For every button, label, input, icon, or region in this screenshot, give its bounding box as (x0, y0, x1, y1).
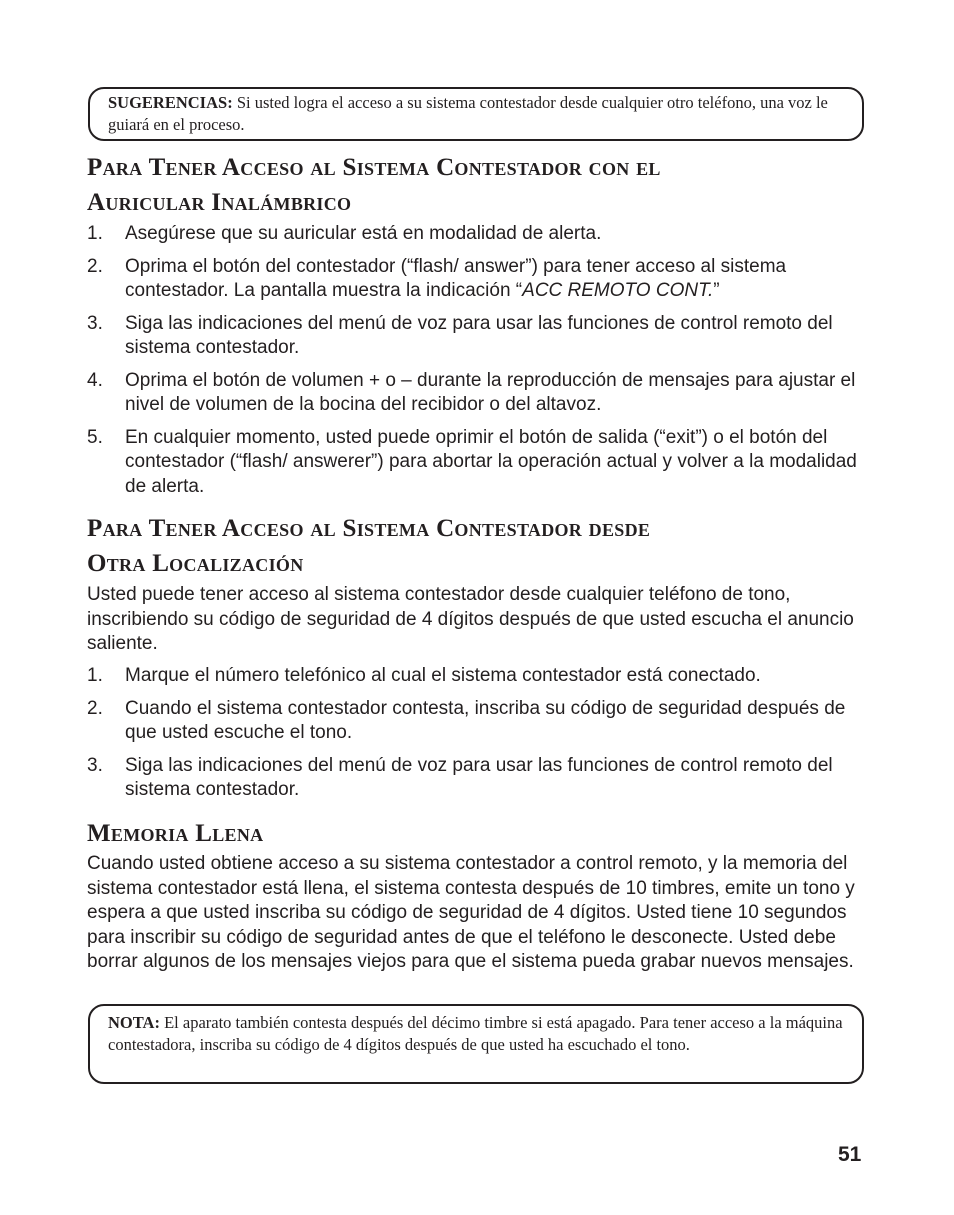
step-number: 1. (87, 223, 103, 244)
list-item (87, 222, 867, 247)
step-number: 3. (87, 312, 103, 334)
section2-title-line2: Otra Localización (87, 550, 304, 577)
step-text: Siga las indicaciones del menú de voz para usar las funciones de control remoto del sistema contestador. (125, 312, 833, 358)
step-text: Siga las indicaciones del menú de voz para usar las funciones de control remoto del sistema contestador. (125, 754, 833, 800)
nota-label: NOTA: (108, 1013, 160, 1032)
list-item (87, 664, 867, 689)
list-item (87, 426, 867, 500)
list-item (87, 255, 867, 304)
step-text: Asegúrese que su auricular está en modalidad de alerta. (125, 223, 602, 244)
step-number: 2. (87, 255, 103, 277)
section2-title-line1: Para Tener Acceso al Sistema Contestador desde (87, 515, 651, 542)
nota-box (88, 1004, 864, 1084)
page-number: 51 (838, 1143, 862, 1166)
step-text: En cualquier momento, usted puede oprimir el botón de salida (“exit”) o el botón del contestador (“flash/ answerer”) para abortar la operación actual y volver a la modalidad de alerta. (125, 426, 857, 497)
step-number: 2. (87, 697, 103, 719)
tip-box (88, 87, 864, 141)
section3-body: Cuando usted obtiene acceso a su sistema contestador a control remoto, y la memoria del sistema contestador está llena, el sistema contesta después de 10 timbres, emite un tono y espera a que usted inscriba su código de seguridad de 4 dígitos. Usted tiene 10 segundos para inscribir su código de seguridad antes de que el teléfono le desconecte. Usted debe borrar algunos de los mensajes viejos para que el sistema pueda grabar nuevos mensajes. (87, 853, 855, 972)
section1-title-line1: Para Tener Acceso al Sistema Contestador con el (87, 154, 661, 181)
step-number: 5. (87, 426, 103, 448)
list-item (87, 754, 867, 803)
tip-text: Si usted logra el acceso a su sistema contestador desde cualquier otro teléfono, una voz le guiará en el proceso. (108, 93, 828, 134)
step-text-end: ” (713, 280, 720, 301)
section2-intro: Usted puede tener acceso al sistema contestador desde cualquier teléfono de tono, inscribiendo su código de seguridad de 4 dígitos después de que usted escucha el anuncio saliente. (87, 584, 854, 654)
display-indication: ACC REMOTO CONT. (522, 280, 714, 301)
section2-steps (87, 664, 867, 811)
step-number: 4. (87, 369, 103, 391)
step-number: 3. (87, 754, 103, 776)
step-number: 1. (87, 665, 103, 686)
section1-steps (87, 222, 867, 507)
list-item (87, 369, 867, 418)
nota-text: El aparato también contesta después del décimo timbre si está apagado. Para tener acceso a la máquina contestadora, inscriba su código de 4 dígitos después de que usted ha escuchado el tono. (108, 1013, 843, 1054)
section3-title: Memoria Llena (87, 820, 264, 847)
step-text: Cuando el sistema contestador contesta, inscriba su código de seguridad después de que usted escuche el tono. (125, 697, 846, 743)
step-text: Oprima el botón del contestador (“flash/ answer”) para tener acceso al sistema contestador. La pantalla muestra la indicación “ (125, 255, 787, 301)
list-item (87, 697, 867, 746)
tip-label: SUGERENCIAS: (108, 93, 233, 112)
step-text: Marque el número telefónico al cual el sistema contestador está conectado. (125, 665, 761, 686)
step-text: Oprima el botón de volumen + o – durante la reproducción de mensajes para ajustar el nivel de volumen de la bocina del recibidor o del altavoz. (125, 369, 856, 415)
list-item (87, 312, 867, 361)
section1-title-line2: Auricular Inalámbrico (87, 189, 352, 216)
